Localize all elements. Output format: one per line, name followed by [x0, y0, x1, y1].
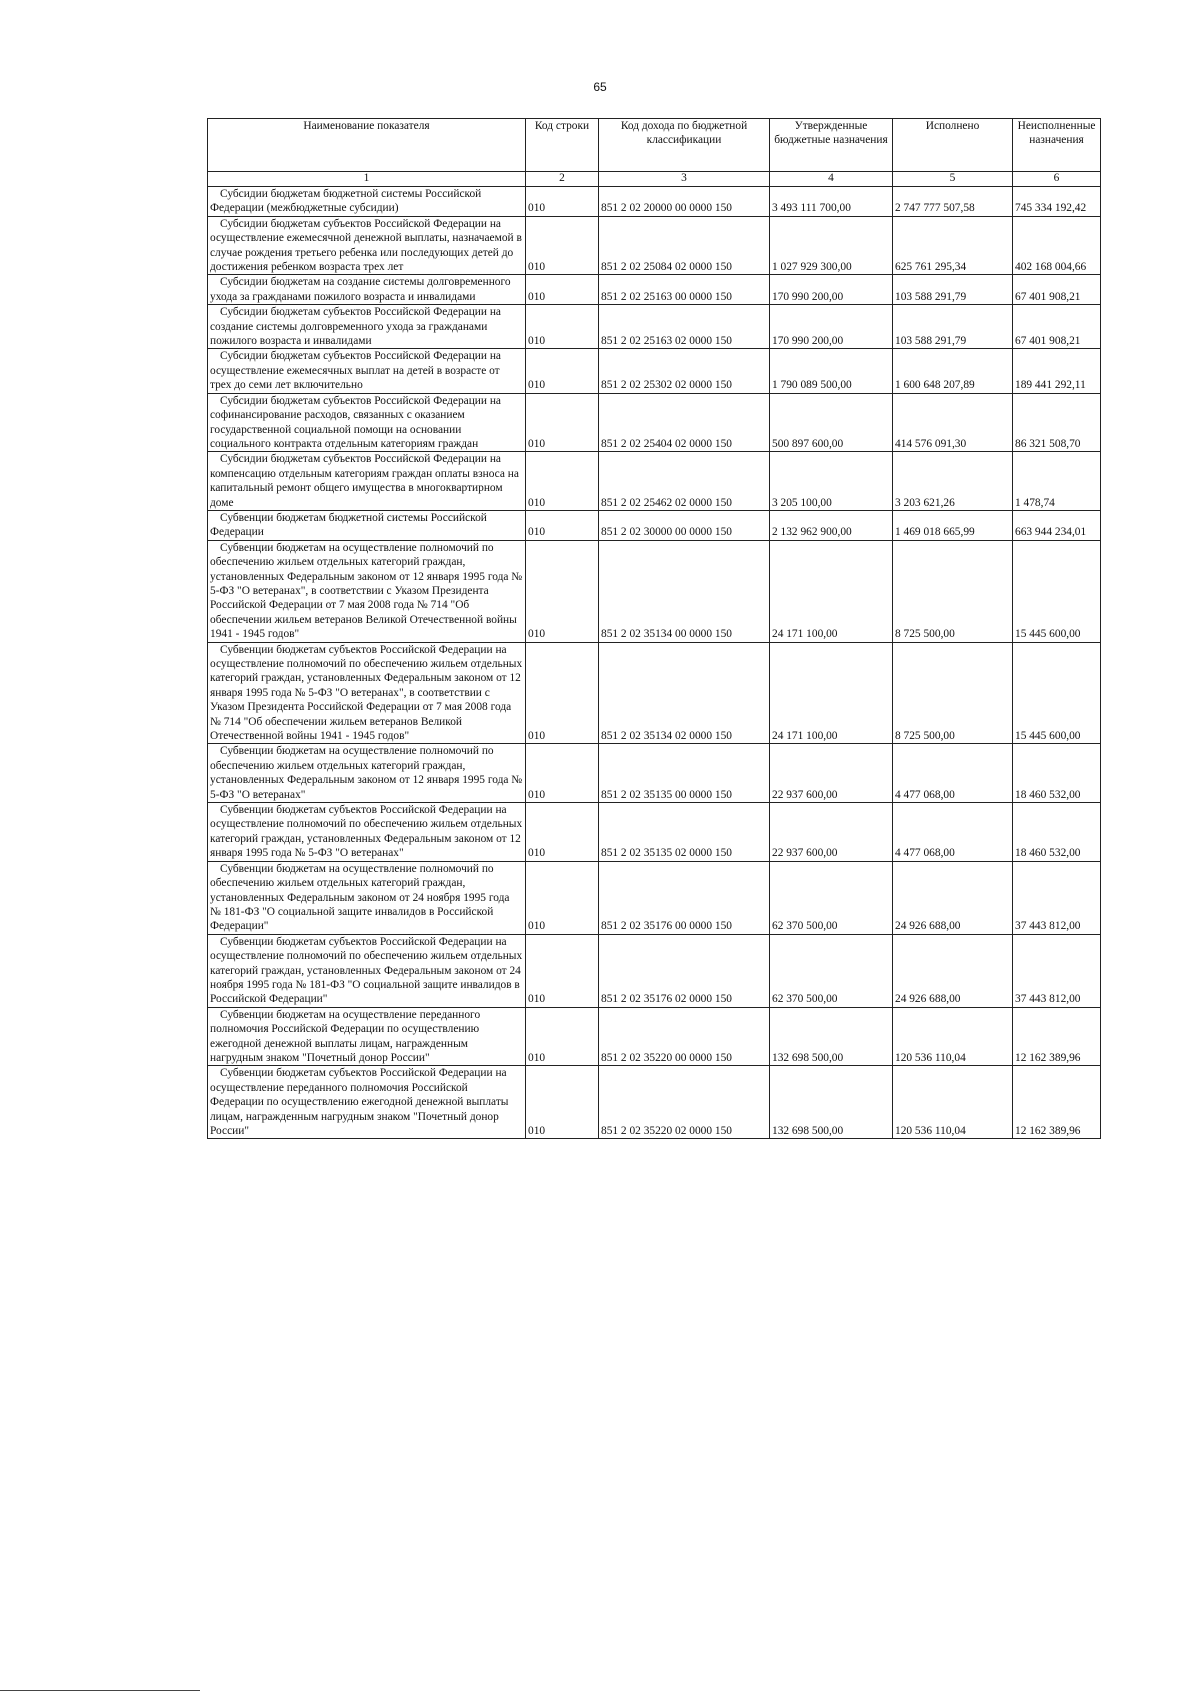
income-code-cell: 851 2 02 35135 00 0000 150 — [599, 744, 770, 803]
executed-cell: 120 536 110,04 — [893, 1007, 1013, 1066]
approved-cell: 132 698 500,00 — [770, 1007, 893, 1066]
indicator-name-cell: Субвенции бюджетам на осуществление переданного полномочия Российской Федерации по осуществлению ежегодной денежной выплаты лицам, награжденным нагрудным знаком "Почетный донор России" — [208, 1007, 526, 1066]
approved-cell: 62 370 500,00 — [770, 861, 893, 934]
indicator-name-cell: Субвенции бюджетам на осуществление полномочий по обеспечению жильем отдельных категорий граждан, установленных Федеральным законом от 12 января 1995 года № 5-ФЗ "О ветеранах" — [208, 744, 526, 803]
column-number-row — [208, 172, 1101, 187]
line-code-cell: 010 — [526, 642, 599, 744]
executed-cell: 4 477 068,00 — [893, 803, 1013, 862]
executed-cell: 1 469 018 665,99 — [893, 510, 1013, 540]
income-code-cell: 851 2 02 30000 00 0000 150 — [599, 510, 770, 540]
line-code-cell: 010 — [526, 1007, 599, 1066]
table-row — [208, 803, 1101, 862]
executed-cell: 103 588 291,79 — [893, 305, 1013, 349]
approved-cell: 132 698 500,00 — [770, 1066, 893, 1139]
header-line-code: Код строки — [526, 119, 599, 172]
unexecuted-cell: 1 478,74 — [1013, 452, 1101, 511]
income-code-cell: 851 2 02 25462 02 0000 150 — [599, 452, 770, 511]
executed-cell: 1 600 648 207,89 — [893, 349, 1013, 393]
line-code-cell: 010 — [526, 216, 599, 275]
income-code-cell: 851 2 02 35176 00 0000 150 — [599, 861, 770, 934]
approved-cell: 24 171 100,00 — [770, 642, 893, 744]
column-number: 6 — [1013, 172, 1101, 187]
indicator-name-cell: Субвенции бюджетам субъектов Российской Федерации на осуществление полномочий по обеспечению жильем отдельных категорий граждан, установленных Федеральным законом от 24 ноября 1995 года № 181-ФЗ "О социальной защите инвалидов в Российской Федерации" — [208, 934, 526, 1007]
line-code-cell: 010 — [526, 1066, 599, 1139]
indicator-name-cell: Субсидии бюджетам субъектов Российской Федерации на создание системы долговременного ухода за гражданами пожилого возраста и инвалидами — [208, 305, 526, 349]
indicator-name-cell: Субсидии бюджетам на создание системы долговременного ухода за гражданами пожилого возраста и инвалидами — [208, 275, 526, 305]
approved-cell: 62 370 500,00 — [770, 934, 893, 1007]
unexecuted-cell: 15 445 600,00 — [1013, 642, 1101, 744]
unexecuted-cell: 37 443 812,00 — [1013, 934, 1101, 1007]
line-code-cell: 010 — [526, 744, 599, 803]
table-row — [208, 642, 1101, 744]
unexecuted-cell: 86 321 508,70 — [1013, 393, 1101, 452]
header-income-code: Код дохода по бюджетной классификации — [599, 119, 770, 172]
executed-cell: 3 203 621,26 — [893, 452, 1013, 511]
indicator-name-cell: Субсидии бюджетам субъектов Российской Федерации на софинансирование расходов, связанных с оказанием государственной социальной помощи на основании социального контракта отдельным категориям граждан — [208, 393, 526, 452]
indicator-name-cell: Субвенции бюджетам на осуществление полномочий по обеспечению жильем отдельных категорий граждан, установленных Федеральным законом от 24 ноября 1995 года № 181-ФЗ "О социальной защите инвалидов в Российской Федерации" — [208, 861, 526, 934]
income-code-cell: 851 2 02 35220 00 0000 150 — [599, 1007, 770, 1066]
income-code-cell: 851 2 02 25084 02 0000 150 — [599, 216, 770, 275]
table-row — [208, 305, 1101, 349]
header-unexecuted: Неисполненные назначения — [1013, 119, 1101, 172]
approved-cell: 2 132 962 900,00 — [770, 510, 893, 540]
approved-cell: 3 493 111 700,00 — [770, 187, 893, 217]
footer-divider — [0, 1690, 200, 1691]
executed-cell: 103 588 291,79 — [893, 275, 1013, 305]
unexecuted-cell: 12 162 389,96 — [1013, 1066, 1101, 1139]
indicator-name-cell: Субвенции бюджетам субъектов Российской Федерации на осуществление полномочий по обеспечению жильем отдельных категорий граждан, установленных Федеральным законом от 12 января 1995 года № 5-ФЗ "О ветеранах", в соответствии с Указом Президента Российской Федерации от 7 мая 2008 года № 714 "Об обеспечении жильем ветеранов Великой Отечественной войны 1941 - 1945 годов" — [208, 642, 526, 744]
page-number: 65 — [593, 80, 607, 94]
income-code-cell: 851 2 02 25404 02 0000 150 — [599, 393, 770, 452]
table-row — [208, 540, 1101, 642]
line-code-cell: 010 — [526, 540, 599, 642]
line-code-cell: 010 — [526, 187, 599, 217]
column-number: 5 — [893, 172, 1013, 187]
column-number: 2 — [526, 172, 599, 187]
executed-cell: 625 761 295,34 — [893, 216, 1013, 275]
indicator-name-cell: Субвенции бюджетам субъектов Российской Федерации на осуществление полномочий по обеспечению жильем отдельных категорий граждан, установленных Федеральным законом от 12 января 1995 года № 5-ФЗ "О ветеранах" — [208, 803, 526, 862]
income-code-cell: 851 2 02 25163 00 0000 150 — [599, 275, 770, 305]
income-code-cell: 851 2 02 25302 02 0000 150 — [599, 349, 770, 393]
table-row — [208, 452, 1101, 511]
unexecuted-cell: 402 168 004,66 — [1013, 216, 1101, 275]
table-row — [208, 275, 1101, 305]
column-number: 4 — [770, 172, 893, 187]
table-row — [208, 393, 1101, 452]
table-row — [208, 216, 1101, 275]
executed-cell: 8 725 500,00 — [893, 540, 1013, 642]
income-code-cell: 851 2 02 35134 02 0000 150 — [599, 642, 770, 744]
approved-cell: 1 790 089 500,00 — [770, 349, 893, 393]
table-row — [208, 349, 1101, 393]
income-code-cell: 851 2 02 35176 02 0000 150 — [599, 934, 770, 1007]
header-indicator-name: Наименование показателя — [208, 119, 526, 172]
executed-cell: 4 477 068,00 — [893, 744, 1013, 803]
table-row — [208, 1066, 1101, 1139]
executed-cell: 414 576 091,30 — [893, 393, 1013, 452]
indicator-name-cell: Субсидии бюджетам субъектов Российской Федерации на осуществление ежемесячной денежной выплаты, назначаемой в случае рождения третьего ребенка или последующих детей до достижения ребенком возраста трех лет — [208, 216, 526, 275]
indicator-name-cell: Субсидии бюджетам субъектов Российской Федерации на компенсацию отдельным категориям граждан оплаты взноса на капитальный ремонт общего имущества в многоквартирном доме — [208, 452, 526, 511]
indicator-name-cell: Субсидии бюджетам субъектов Российской Федерации на осуществление ежемесячных выплат на детей в возрасте от трех до семи лет включительно — [208, 349, 526, 393]
unexecuted-cell: 18 460 532,00 — [1013, 803, 1101, 862]
approved-cell: 22 937 600,00 — [770, 803, 893, 862]
approved-cell: 24 171 100,00 — [770, 540, 893, 642]
line-code-cell: 010 — [526, 510, 599, 540]
unexecuted-cell: 189 441 292,11 — [1013, 349, 1101, 393]
executed-cell: 8 725 500,00 — [893, 642, 1013, 744]
line-code-cell: 010 — [526, 861, 599, 934]
column-number: 3 — [599, 172, 770, 187]
table-row — [208, 934, 1101, 1007]
table-row — [208, 510, 1101, 540]
unexecuted-cell: 37 443 812,00 — [1013, 861, 1101, 934]
line-code-cell: 010 — [526, 452, 599, 511]
approved-cell: 22 937 600,00 — [770, 744, 893, 803]
executed-cell: 2 747 777 507,58 — [893, 187, 1013, 217]
unexecuted-cell: 663 944 234,01 — [1013, 510, 1101, 540]
header-executed: Исполнено — [893, 119, 1013, 172]
income-code-cell: 851 2 02 20000 00 0000 150 — [599, 187, 770, 217]
income-code-cell: 851 2 02 35135 02 0000 150 — [599, 803, 770, 862]
line-code-cell: 010 — [526, 393, 599, 452]
unexecuted-cell: 67 401 908,21 — [1013, 305, 1101, 349]
income-code-cell: 851 2 02 35134 00 0000 150 — [599, 540, 770, 642]
unexecuted-cell: 67 401 908,21 — [1013, 275, 1101, 305]
executed-cell: 24 926 688,00 — [893, 934, 1013, 1007]
table-body — [208, 187, 1101, 1139]
table-header-row — [208, 119, 1101, 172]
column-number: 1 — [208, 172, 526, 187]
indicator-name-cell: Субвенции бюджетам на осуществление полномочий по обеспечению жильем отдельных категорий граждан, установленных Федеральным законом от 12 января 1995 года № 5-ФЗ "О ветеранах", в соответствии с Указом Президента Российской Федерации от 7 мая 2008 года № 714 "Об обеспечении жильем ветеранов Великой Отечественной войны 1941 - 1945 годов" — [208, 540, 526, 642]
table-row — [208, 1007, 1101, 1066]
header-approved: Утвержденные бюджетные назначения — [770, 119, 893, 172]
line-code-cell: 010 — [526, 275, 599, 305]
line-code-cell: 010 — [526, 305, 599, 349]
indicator-name-cell: Субсидии бюджетам бюджетной системы Российской Федерации (межбюджетные субсидии) — [208, 187, 526, 217]
executed-cell: 120 536 110,04 — [893, 1066, 1013, 1139]
table-row — [208, 861, 1101, 934]
unexecuted-cell: 15 445 600,00 — [1013, 540, 1101, 642]
indicator-name-cell: Субвенции бюджетам субъектов Российской Федерации на осуществление переданного полномочия Российской Федерации по осуществлению ежегодной денежной выплаты лицам, награжденным нагрудным знаком "Почетный донор России" — [208, 1066, 526, 1139]
table-row — [208, 187, 1101, 217]
unexecuted-cell: 12 162 389,96 — [1013, 1007, 1101, 1066]
budget-report-table — [207, 118, 1101, 1139]
table-row — [208, 744, 1101, 803]
approved-cell: 1 027 929 300,00 — [770, 216, 893, 275]
line-code-cell: 010 — [526, 803, 599, 862]
indicator-name-cell: Субвенции бюджетам бюджетной системы Российской Федерации — [208, 510, 526, 540]
approved-cell: 3 205 100,00 — [770, 452, 893, 511]
approved-cell: 500 897 600,00 — [770, 393, 893, 452]
line-code-cell: 010 — [526, 934, 599, 1007]
income-code-cell: 851 2 02 35220 02 0000 150 — [599, 1066, 770, 1139]
income-code-cell: 851 2 02 25163 02 0000 150 — [599, 305, 770, 349]
approved-cell: 170 990 200,00 — [770, 305, 893, 349]
executed-cell: 24 926 688,00 — [893, 861, 1013, 934]
unexecuted-cell: 745 334 192,42 — [1013, 187, 1101, 217]
unexecuted-cell: 18 460 532,00 — [1013, 744, 1101, 803]
line-code-cell: 010 — [526, 349, 599, 393]
approved-cell: 170 990 200,00 — [770, 275, 893, 305]
